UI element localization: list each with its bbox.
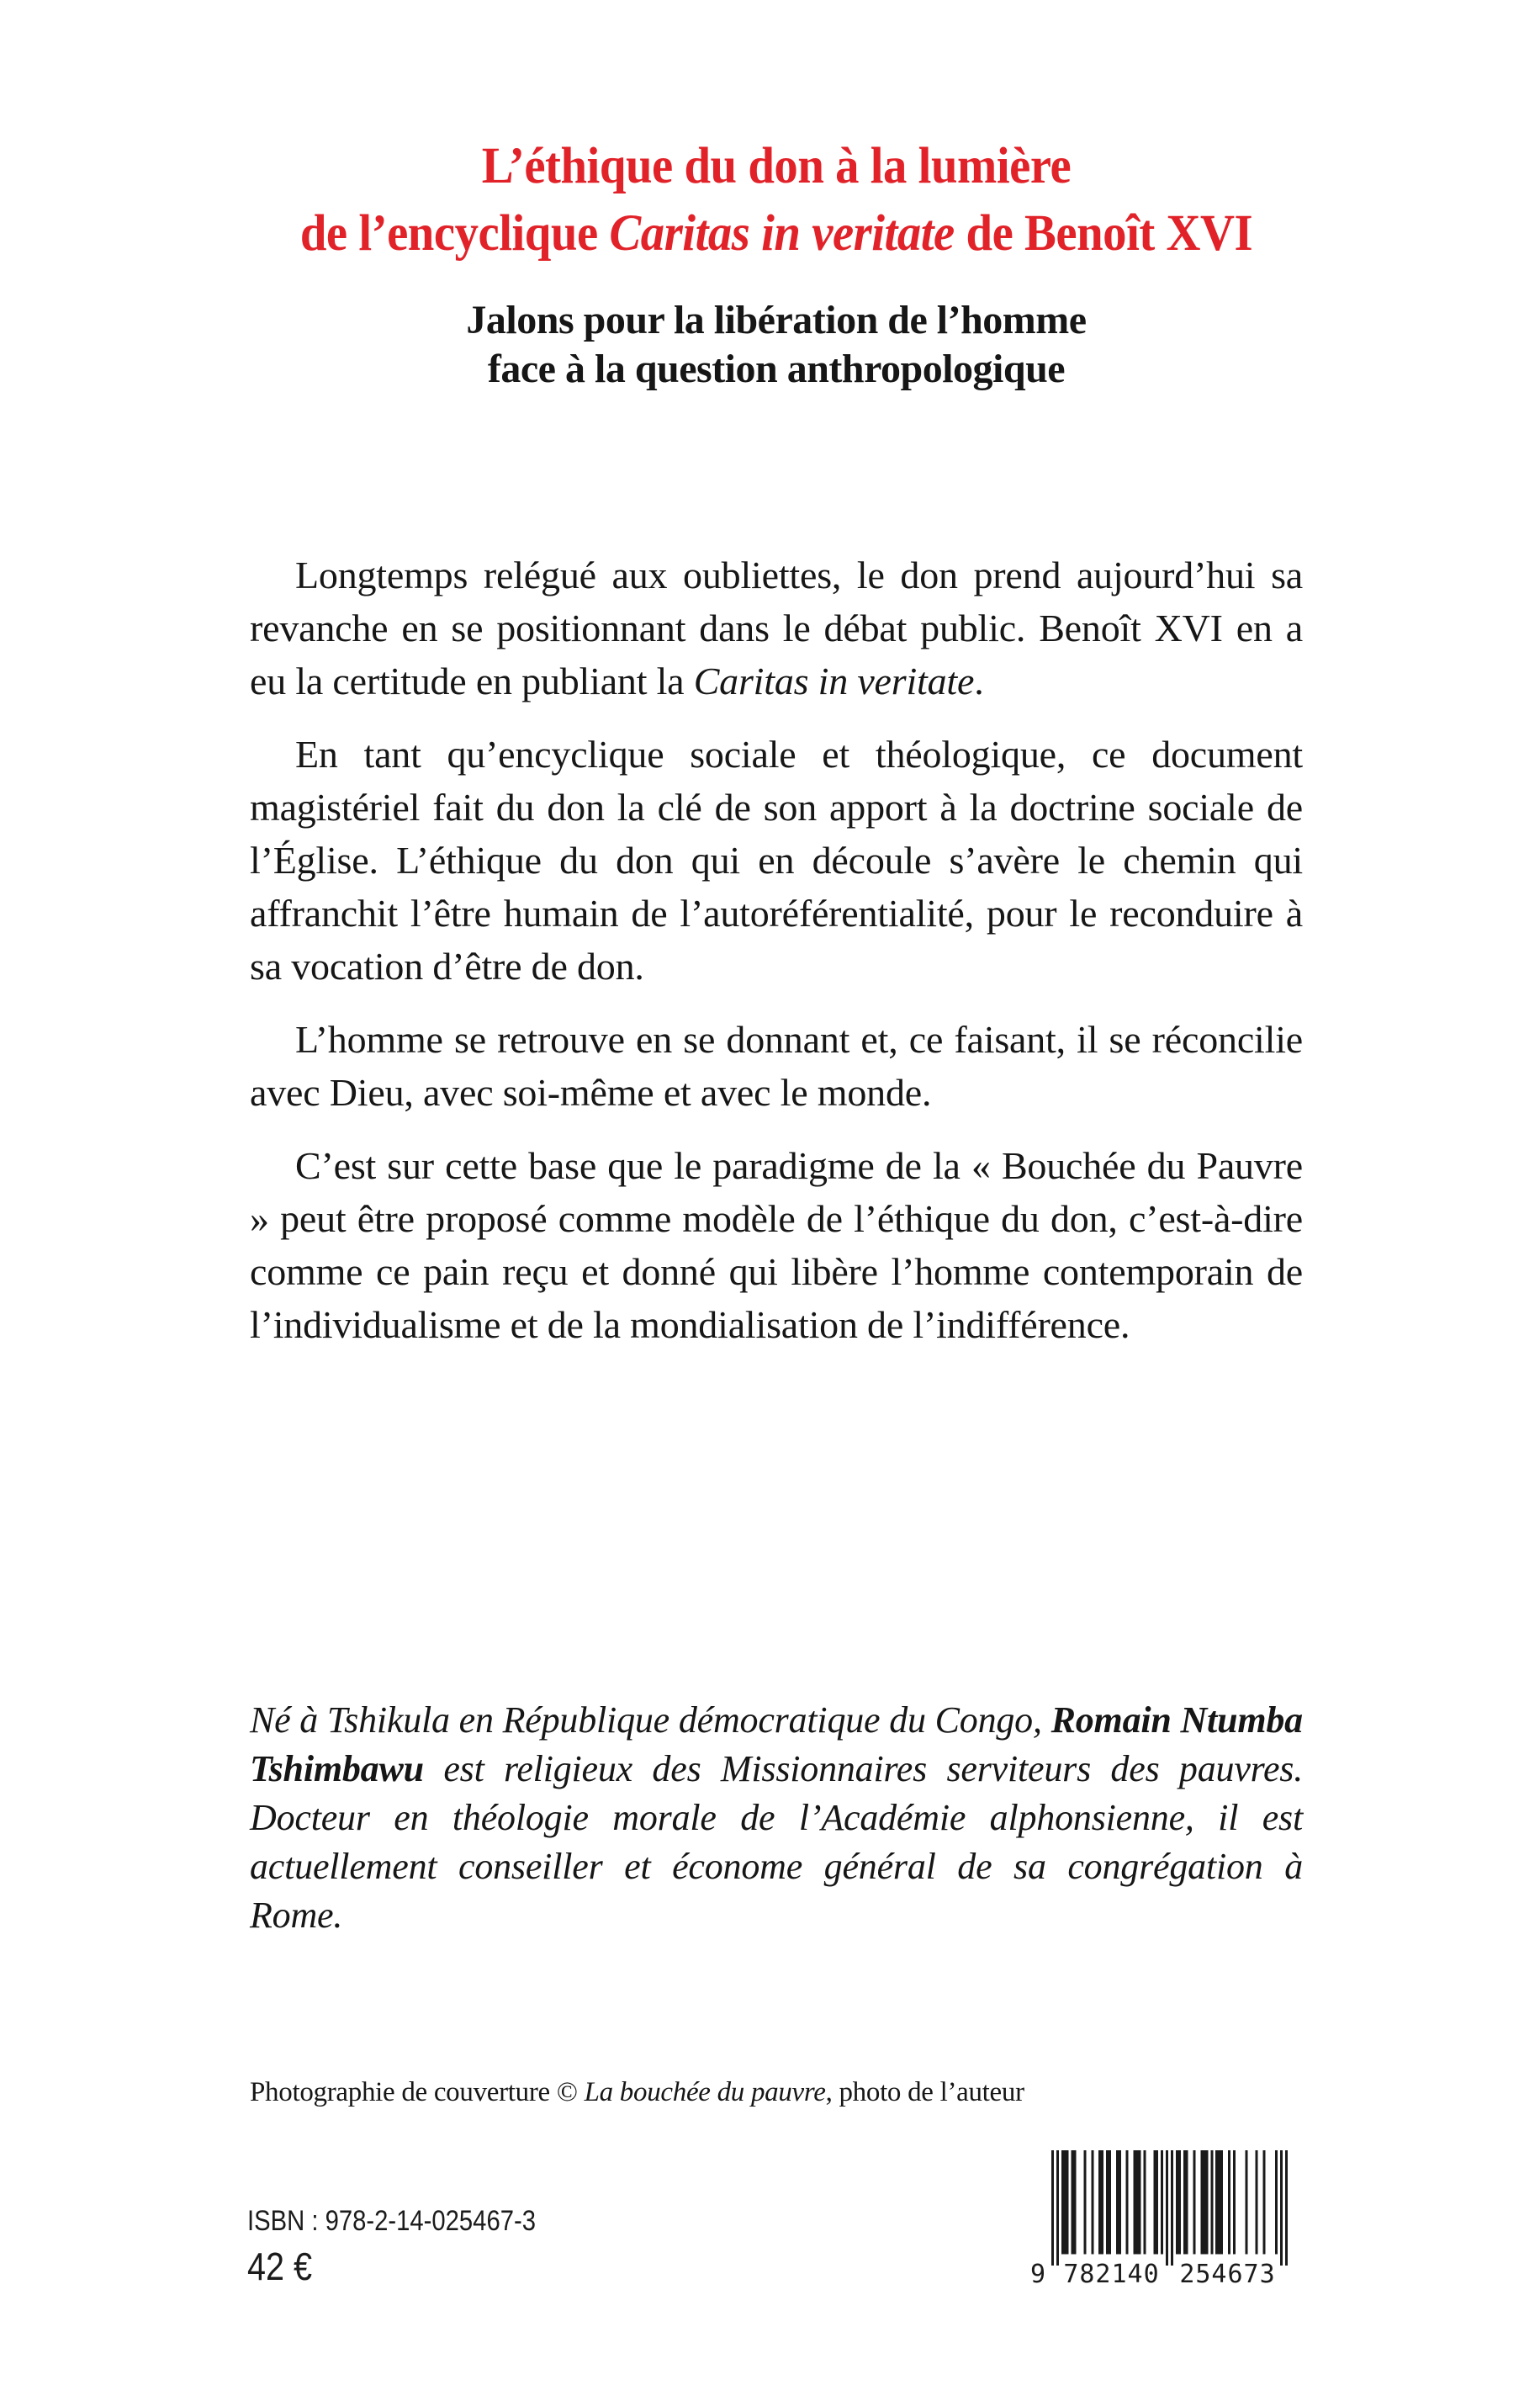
page-title	[287, 133, 1266, 268]
title-line-1: L’éthique du don à la lumière	[481, 138, 1072, 194]
subtitle-line-2: face à la question anthropologique	[487, 347, 1066, 391]
subtitle	[250, 296, 1303, 394]
synopsis-paragraph-1: Longtemps relégué aux oubliettes, le don prend aujourd’hui sa revanche en se positionnant dans le débat public. Benoît XVI en a eu la certitude en publiant la Caritas in veritate.	[250, 554, 1303, 702]
synopsis-paragraph-3: L’homme se retrouve en se donnant et, ce faisant, il se réconcilie avec Dieu, avec soi-même et avec le monde.	[250, 1018, 1303, 1114]
ean13-barcode	[1051, 2150, 1288, 2266]
synopsis	[250, 549, 1303, 1371]
author-bio: Né à Tshikula en République démocratique du Congo, Romain Ntumba Tshimbawu est religieux des Missionnaires serviteurs des pauvres. Docteur en théologie morale de l’Académie alphonsienne, il est actuellement conseiller et économe général de sa congrégation à Rome.	[250, 1699, 1303, 1936]
title-line-2: de l’encyclique Caritas in veritate de Benoît XVI	[299, 205, 1253, 262]
cover-photo-credit: Photographie de couverture © La bouchée du pauvre, photo de l’auteur	[250, 2077, 1024, 2107]
synopsis-paragraph-4: C’est sur cette base que le paradigme de la « Bouchée du Pauvre » peut être proposé comme modèle de l’éthique du don, c’est-à-dire comme ce pain reçu et donné qui libère l’homme contemporain de l’individualisme et de la mondialisation de l’indifférence.	[250, 1144, 1303, 1346]
price-label: 42 €	[247, 2245, 312, 2288]
isbn-label: ISBN : 978-2-14-025467-3	[247, 2205, 536, 2237]
synopsis-paragraph-2: En tant qu’encyclique sociale et théologique, ce document magistériel fait du don la clé de son apport à la doctrine sociale de l’Église. L’éthique du don qui en découle s’avère le chemin qui affranchit l’être humain de l’autoréférentialité, pour le reconduire à sa vocation d’être de don.	[250, 733, 1303, 988]
barcode-digit-group-1: 9	[1029, 2260, 1046, 2289]
barcode-digit-group-3: 254673	[1179, 2260, 1276, 2289]
subtitle-line-1: Jalons pour la libération de l’homme	[466, 298, 1087, 342]
barcode-digit-group-2: 782140	[1063, 2260, 1160, 2289]
